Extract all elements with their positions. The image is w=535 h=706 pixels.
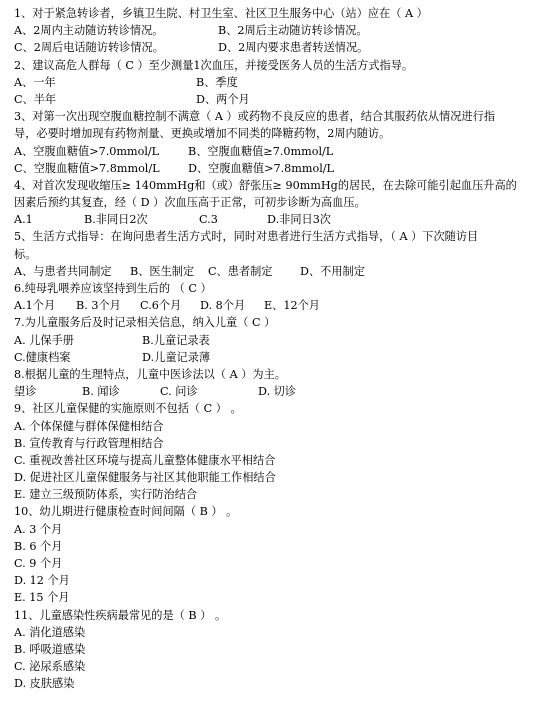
option-c: C.3 xyxy=(199,213,218,227)
option-b: B、季度 xyxy=(196,75,238,89)
option-d: D.非同日3次 xyxy=(267,213,331,227)
option-c: C.6个月 xyxy=(140,299,182,313)
question-4-stem-line-1: 4、对首次发现收缩压≥ 140mmHg和（或）舒张压≥ 90mmHg的居民，在去除可能引起血压升高的 xyxy=(14,178,517,192)
option-c: C、空腹血糖值>7.8mmol/L xyxy=(14,161,160,175)
question-5-stem-line-2: 标。 xyxy=(14,247,37,261)
option-c: C. 问诊 xyxy=(160,385,198,399)
option-d: D.儿童记录薄 xyxy=(142,350,211,364)
option-b: B、空腹血糖值≥7.0mmol/L xyxy=(188,144,334,158)
option-b: B. 3个月 xyxy=(76,299,121,313)
option-d: D. 切诊 xyxy=(258,385,297,399)
question-8-stem: 8.根据儿童的生理特点，儿童中医诊法以（ A ）为主。 xyxy=(14,367,286,381)
question-7-stem: 7.为儿童服务后及时记录相关信息，纳入儿童（ C ） xyxy=(14,316,276,330)
option-b: B.非同日2次 xyxy=(84,213,148,227)
question-4-options-row xyxy=(14,211,528,228)
option-d: D、空腹血糖值>7.8mmol/L xyxy=(188,161,334,175)
question-2-options-row-1 xyxy=(14,74,528,91)
option-a: A. 个体保健与群体保健相结合 xyxy=(14,419,164,433)
question-4-stem-line-2: 因素后预约其复查，经（ D ）次血压高于正常，可初步诊断为高血压。 xyxy=(14,196,366,210)
option-a: A、2周内主动随访转诊情况。 xyxy=(14,24,164,38)
question-3-stem-line-1: 3、对第一次出现空腹血糖控制不满意（ A ）或药物不良反应的患者，结合其服药依从情况进行指 xyxy=(14,110,495,124)
question-9-stem: 9、社区儿童保健的实施原则不包括（ C ） 。 xyxy=(14,402,242,416)
option-c: C、半年 xyxy=(14,92,57,106)
question-3-options-row-1 xyxy=(14,143,528,160)
option-d: D. 促进社区儿童保健服务与社区其他职能工作相结合 xyxy=(14,471,276,485)
option-b: B. 闻诊 xyxy=(82,385,120,399)
option-d: D、两个月 xyxy=(196,92,250,106)
question-3-stem-line-2: 导，必要时增加现有药物剂量、更换或增加不同类的降糖药物，2周内随访。 xyxy=(14,127,391,141)
option-c: C、2周后电话随访转诊情况。 xyxy=(14,41,164,55)
option-d: D. 12 个月 xyxy=(14,574,70,588)
option-d: D. 皮肤感染 xyxy=(14,677,75,691)
question-3-options-row-2 xyxy=(14,160,528,177)
question-10-stem: 10、幼儿期进行健康检查时间间隔（ B ） 。 xyxy=(14,505,238,519)
question-7-options-row-2 xyxy=(14,349,528,366)
option-b: B.儿童记录表 xyxy=(142,333,210,347)
option-d: D. 8个月 xyxy=(200,299,246,313)
question-2-stem: 2、建议高危人群每（ C ）至少测量1次血压，并接受医务人员的生活方式指导。 xyxy=(14,58,414,72)
question-1-stem: 1、对于紧急转诊者，乡镇卫生院、村卫生室、社区卫生服务中心（站）应在（ A ） xyxy=(14,7,428,20)
option-b: B. 呼吸道感染 xyxy=(14,642,86,656)
question-1-options-row-1 xyxy=(14,22,528,39)
option-a: 望诊 xyxy=(14,385,37,399)
option-d: D、2周内要求患者转送情况。 xyxy=(218,41,369,55)
option-d: D、不用制定 xyxy=(300,264,365,278)
option-e: E. 建立三级预防体系，实行防治结合 xyxy=(14,488,198,502)
question-11-stem: 11、儿童感染性疾病最常见的是（ B ） 。 xyxy=(14,608,227,622)
option-c: C. 泌尿系感染 xyxy=(14,660,86,674)
question-sheet xyxy=(14,5,528,693)
option-a: A. 消化道感染 xyxy=(14,625,86,639)
option-b: B、2周后主动随访转诊情况。 xyxy=(218,24,368,38)
option-c: C、患者制定 xyxy=(208,264,273,278)
question-5-options-row xyxy=(14,263,528,280)
option-e: E、12个月 xyxy=(264,299,320,313)
question-6-stem: 6.纯母乳喂养应该坚持到生后的 （ C ） xyxy=(14,282,212,295)
option-b: B. 6 个月 xyxy=(14,539,63,553)
question-6-options-row xyxy=(14,297,528,314)
option-a: A.1个月 xyxy=(14,299,56,313)
option-a: A. 3 个月 xyxy=(14,522,63,536)
option-c: C. 9 个月 xyxy=(14,557,63,570)
option-c: C.健康档案 xyxy=(14,350,71,364)
option-a: A、空腹血糖值>7.0mmol/L xyxy=(14,144,160,158)
option-a: A、与患者共同制定 xyxy=(14,264,112,278)
question-8-options-row xyxy=(14,383,528,400)
question-7-options-row-1 xyxy=(14,332,528,349)
question-2-options-row-2 xyxy=(14,91,528,108)
option-c: C. 重视改善社区环境与提高儿童整体健康水平相结合 xyxy=(14,453,276,467)
option-a: A.1 xyxy=(14,213,33,227)
question-5-stem-line-1: 5、生活方式指导：在询问患者生活方式时，同时对患者进行生活方式指导，（ A ）下次随访目 xyxy=(14,230,479,244)
option-e: E. 15 个月 xyxy=(14,591,70,605)
option-b: B. 宣传教育与行政管理相结合 xyxy=(14,436,164,450)
option-b: B、医生制定 xyxy=(130,264,195,278)
option-a: A. 儿保手册 xyxy=(14,333,74,347)
option-a: A、一年 xyxy=(14,75,56,89)
question-1-options-row-2 xyxy=(14,39,528,56)
